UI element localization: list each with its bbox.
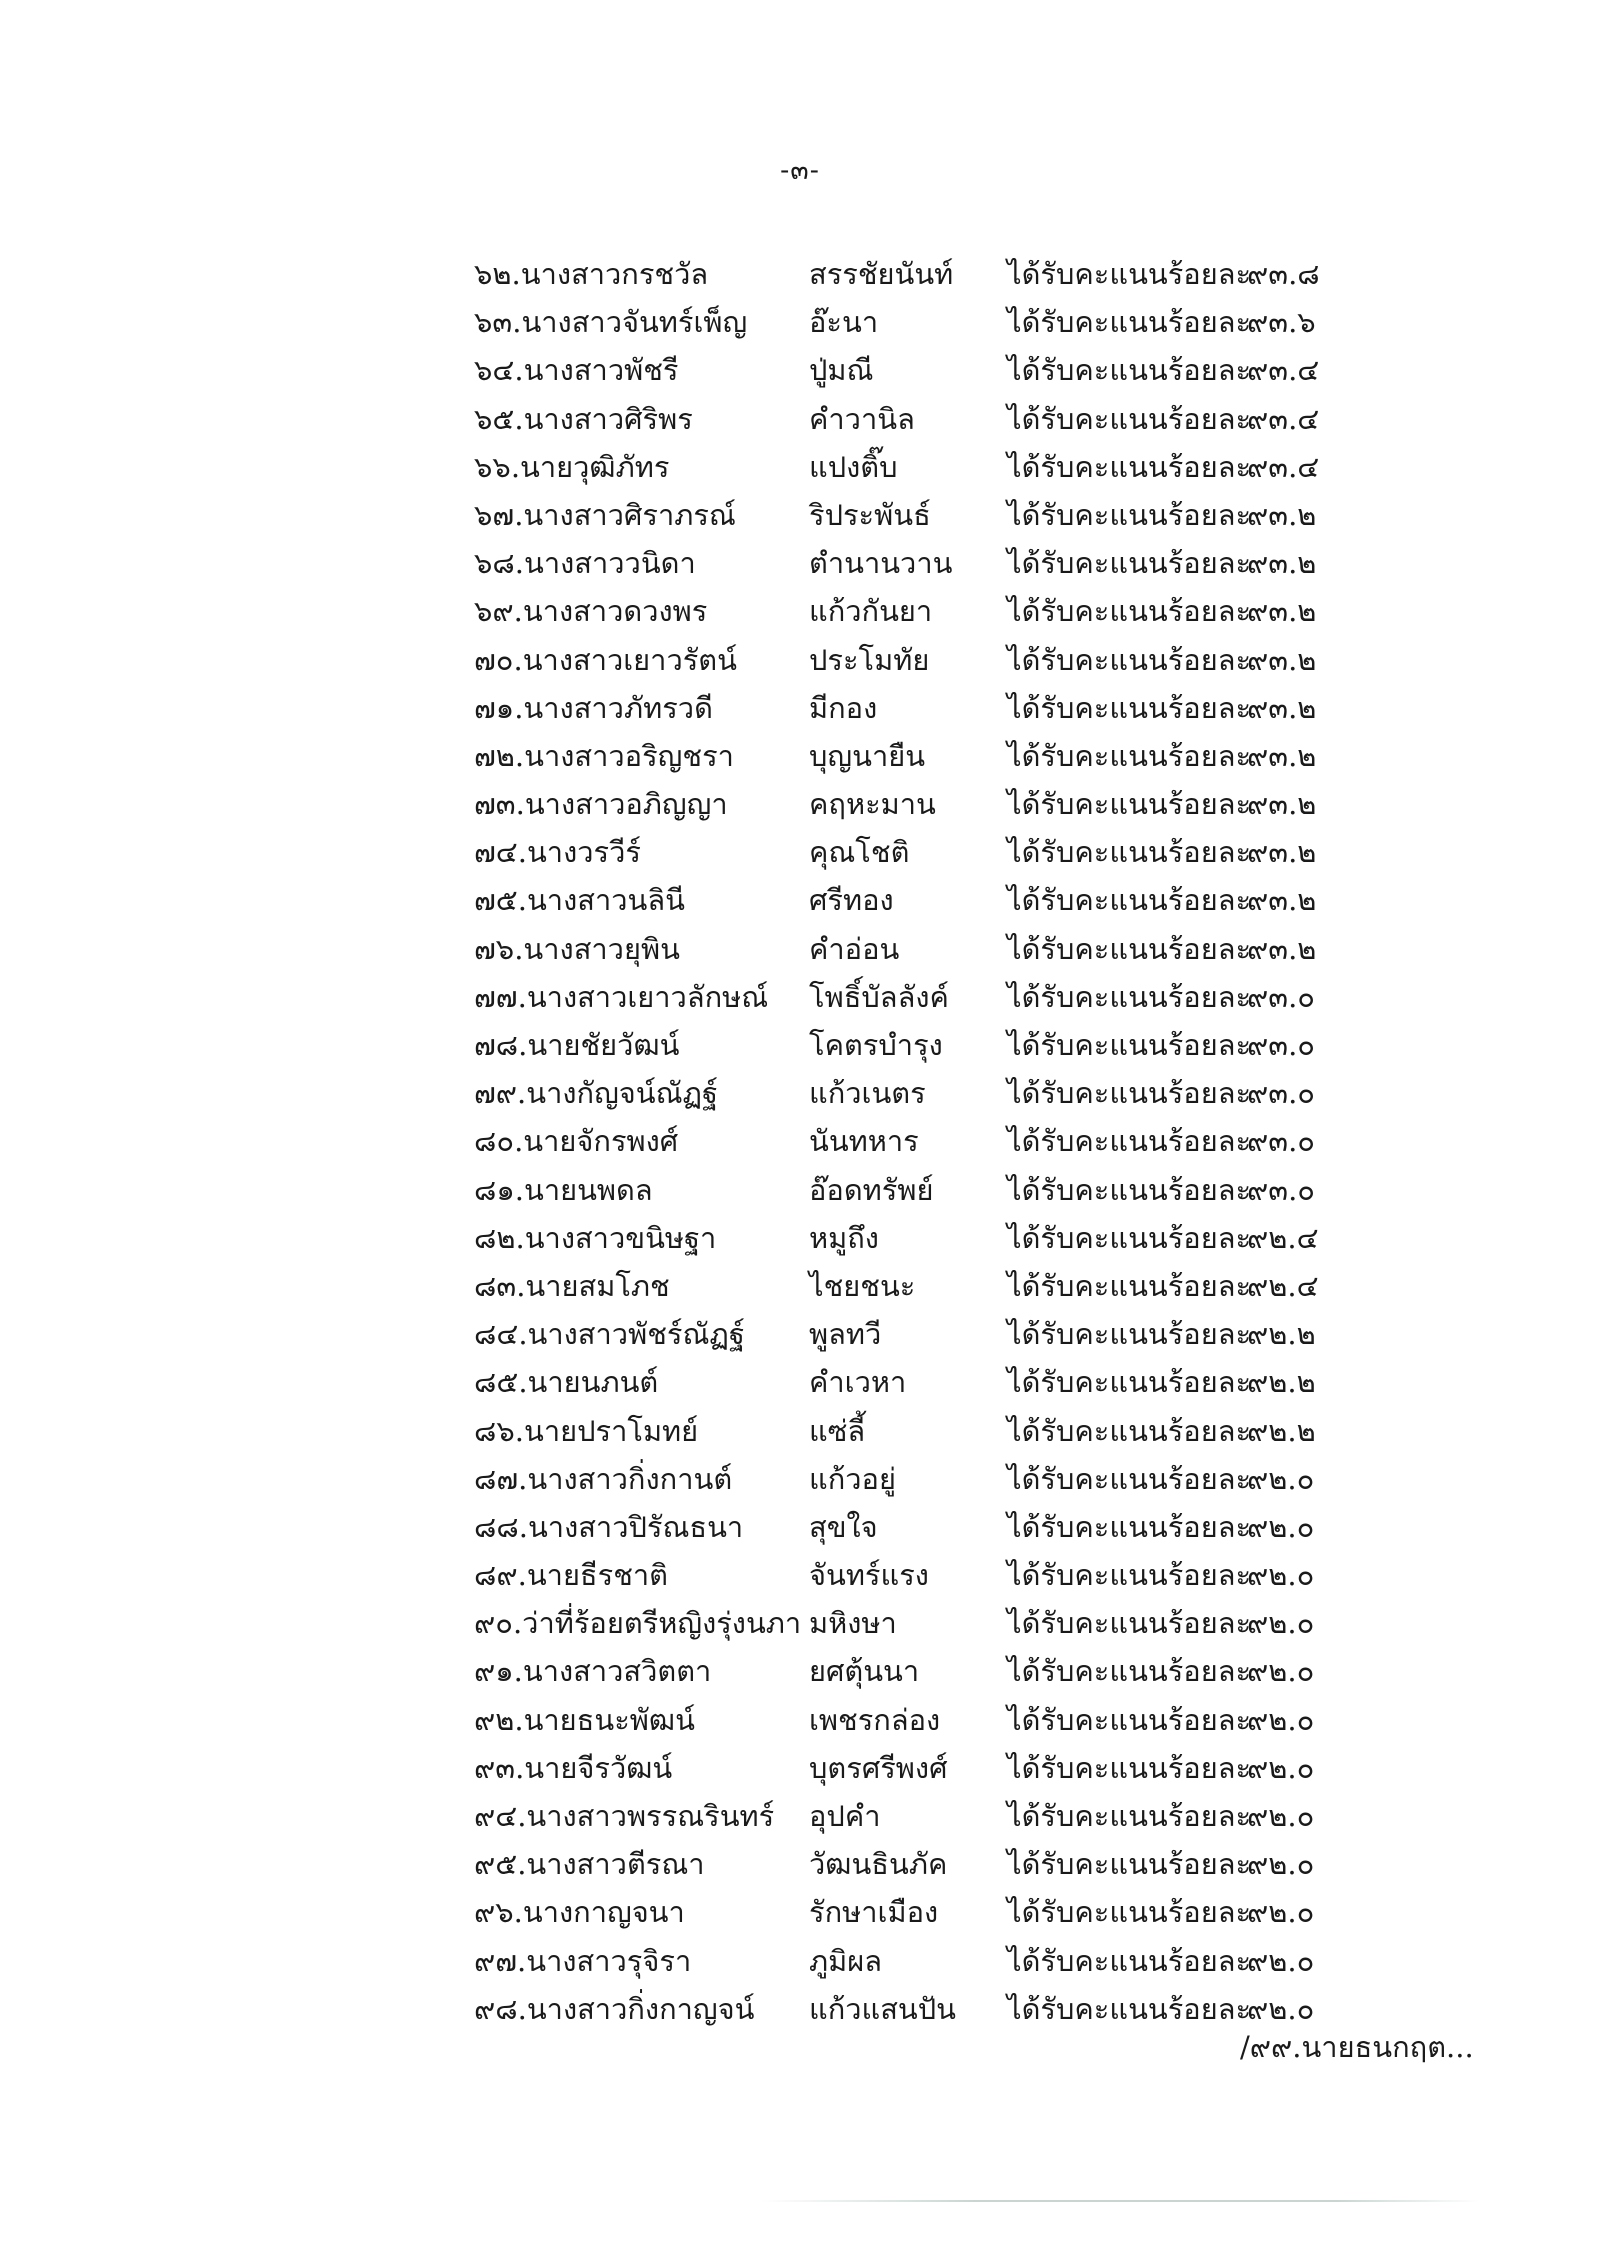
person-surname: แซ่ลี้ — [809, 1413, 866, 1448]
score-value: ๙๓.๐ — [1247, 1172, 1315, 1207]
score-value: ๙๒.๐ — [1247, 1606, 1315, 1641]
score-label: ได้รับคะแนนร้อยละ — [1007, 257, 1252, 291]
person-name: ๙๓.นายจีรวัฒน์ — [474, 1750, 673, 1785]
person-name: ๙๒.นายธนะพัฒน์ — [474, 1702, 695, 1737]
score-label: ได้รับคะแนนร้อยละ — [1007, 1317, 1252, 1352]
person-name: ๗๐.นางสาวเยาวรัตน์ — [474, 642, 737, 677]
score-value: ๙๓.๒ — [1247, 931, 1317, 966]
person-name: ๗๒.นางสาวอริญชรา — [474, 738, 734, 773]
person-name: ๘๐.นายจักรพงศ์ — [474, 1124, 679, 1159]
person-name: ๙๘.นางสาวกิ่งกาญจน์ — [474, 1991, 755, 2026]
person-name: ๙๖.นางกาญจนา — [474, 1895, 685, 1930]
score-value: ๙๒.๐ — [1247, 1991, 1315, 2026]
person-surname: คฤหะมาน — [809, 787, 936, 822]
person-surname: โคตรบำรุง — [809, 1028, 943, 1062]
score-label: ได้รับคะแนนร้อยละ — [1007, 931, 1252, 966]
score-label: ได้รับคะแนนร้อยละ — [1007, 1365, 1252, 1400]
person-surname: โพธิ์บัลลังค์ — [809, 979, 949, 1014]
score-label: ได้รับคะแนนร้อยละ — [1007, 546, 1252, 581]
roster-row — [474, 1744, 1474, 1792]
score-label: ได้รับคะแนนร้อยละ — [1007, 1124, 1252, 1159]
roster-row — [474, 1262, 1474, 1310]
person-surname: แก้วกันยา — [809, 594, 933, 629]
score-label: ได้รับคะแนนร้อยละ — [1007, 1268, 1252, 1303]
roster-row — [474, 1840, 1474, 1888]
score-value: ๙๓.๒ — [1247, 594, 1317, 629]
score-value: ๙๓.๘ — [1247, 257, 1320, 291]
person-surname: ประโมทัย — [809, 642, 930, 677]
score-value: ๙๒.๐ — [1247, 1750, 1315, 1785]
score-value: ๙๓.๒ — [1247, 883, 1317, 918]
score-value: ๙๓.๐ — [1247, 1028, 1315, 1062]
score-label: ได้รับคะแนนร้อยละ — [1007, 835, 1252, 870]
score-label: ได้รับคะแนนร้อยละ — [1007, 1847, 1252, 1882]
person-name: ๙๔.นางสาวพรรณรินทร์ — [474, 1799, 775, 1833]
roster-row — [474, 1310, 1474, 1358]
score-value: ๙๓.๐ — [1247, 979, 1315, 1014]
score-label: ได้รับคะแนนร้อยละ — [1007, 1654, 1252, 1689]
roster-row — [474, 1551, 1474, 1599]
score-value: ๙๒.๔ — [1247, 1268, 1319, 1303]
score-value: ๙๓.๒ — [1247, 690, 1317, 725]
person-surname: นันทหาร — [809, 1124, 919, 1159]
person-surname: ปู่มณี — [809, 353, 874, 388]
roster-row — [474, 876, 1474, 924]
score-label: ได้รับคะแนนร้อยละ — [1007, 1991, 1252, 2026]
person-name: ๗๔.นางวรวีร์ — [474, 835, 641, 870]
person-surname: ตำนานวาน — [809, 546, 953, 581]
score-value: ๙๓.๒ — [1247, 787, 1317, 822]
person-surname: บุตรศรีพงศ์ — [809, 1750, 948, 1785]
roster-row — [474, 636, 1474, 684]
roster-row — [474, 1599, 1474, 1647]
person-surname: บุญนายืน — [809, 738, 926, 773]
person-surname: มหิงษา — [809, 1606, 897, 1641]
person-name: ๖๗.นางสาวศิราภรณ์ — [474, 497, 736, 532]
roster-row — [474, 1166, 1474, 1214]
score-label: ได้รับคะแนนร้อยละ — [1007, 1220, 1252, 1255]
score-label: ได้รับคะแนนร้อยละ — [1007, 642, 1252, 677]
person-name: ๖๔.นางสาวพัชรี — [474, 353, 679, 388]
person-name: ๖๙.นางสาวดวงพร — [474, 594, 708, 629]
score-value: ๙๒.๐ — [1247, 1558, 1315, 1593]
person-surname: อ๊ะนา — [809, 305, 879, 340]
score-value: ๙๓.๒ — [1247, 835, 1317, 870]
page-number: -๓- — [780, 155, 820, 186]
score-value: ๙๓.๐ — [1247, 1076, 1315, 1111]
score-value: ๙๓.๖ — [1247, 305, 1316, 340]
score-label: ได้รับคะแนนร้อยละ — [1007, 690, 1252, 725]
score-value: ๙๒.๐ — [1247, 1847, 1315, 1882]
person-name: ๖๘.นางสาววนิดา — [474, 546, 696, 581]
roster-row — [474, 1792, 1474, 1840]
person-surname: หมูถึง — [809, 1220, 879, 1255]
roster-row — [474, 587, 1474, 635]
score-label: ได้รับคะแนนร้อยละ — [1007, 1606, 1252, 1641]
score-value: ๙๒.๐ — [1247, 1461, 1315, 1496]
score-value: ๙๓.๔ — [1247, 353, 1320, 388]
score-value: ๙๓.๒ — [1247, 642, 1317, 677]
person-surname: อุปคำ — [809, 1799, 881, 1833]
person-surname: ริประพันธ์ — [809, 497, 931, 532]
score-label: ได้รับคะแนนร้อยละ — [1007, 1895, 1252, 1930]
person-name: ๗๓.นางสาวอภิญญา — [474, 787, 728, 822]
score-label: ได้รับคะแนนร้อยละ — [1007, 353, 1252, 388]
person-surname: เพชรกล่อง — [809, 1702, 941, 1737]
roster-row — [474, 1069, 1474, 1117]
score-label: ได้รับคะแนนร้อยละ — [1007, 787, 1252, 822]
score-label: ได้รับคะแนนร้อยละ — [1007, 1028, 1252, 1062]
person-surname: ไชยชนะ — [809, 1268, 916, 1303]
person-surname: คุณโชติ — [809, 835, 910, 870]
score-value: ๙๒.๐ — [1247, 1799, 1315, 1833]
roster-row — [474, 925, 1474, 973]
score-label: ได้รับคะแนนร้อยละ — [1007, 1509, 1252, 1544]
score-value: ๙๒.๒ — [1247, 1365, 1316, 1400]
person-surname: แก้วแสนปัน — [809, 1991, 956, 2026]
person-name: ๙๑.นางสาวสวิตตา — [474, 1654, 712, 1689]
roster-row — [474, 1503, 1474, 1551]
person-surname: แปงติ๊บ — [809, 449, 898, 484]
roster-row — [474, 780, 1474, 828]
person-surname: แก้วเนตร — [809, 1076, 926, 1111]
person-surname: สรรชัยนันท์ — [809, 257, 954, 291]
person-name: ๘๘.นางสาวปิรัณธนา — [474, 1509, 744, 1544]
roster-row — [474, 1455, 1474, 1503]
person-name: ๖๓.นางสาวจันทร์เพ็ญ — [474, 305, 748, 340]
score-label: ได้รับคะแนนร้อยละ — [1007, 1558, 1252, 1593]
person-name: ๗๙.นางกัญจน์ณัฏฐ์ — [474, 1076, 718, 1111]
person-surname: มีกอง — [809, 690, 878, 725]
roster-row — [474, 491, 1474, 539]
footer-rule — [760, 2200, 1480, 2202]
person-name: ๙๗.นางสาวรุจิรา — [474, 1943, 692, 1978]
score-value: ๙๓.๔ — [1247, 449, 1320, 484]
person-surname: ศรีทอง — [809, 883, 894, 918]
person-surname: พูลทวี — [809, 1317, 882, 1352]
person-name: ๘๖.นายปราโมทย์ — [474, 1413, 699, 1448]
roster-row — [474, 1214, 1474, 1262]
score-label: ได้รับคะแนนร้อยละ — [1007, 1750, 1252, 1785]
score-label: ได้รับคะแนนร้อยละ — [1007, 497, 1252, 532]
person-name: ๗๑.นางสาวภัทรวดี — [474, 690, 713, 725]
roster-row — [474, 1407, 1474, 1455]
score-label: ได้รับคะแนนร้อยละ — [1007, 1413, 1252, 1448]
roster-row — [474, 684, 1474, 732]
roster-row — [474, 443, 1474, 491]
person-name: ๗๘.นายชัยวัฒน์ — [474, 1028, 680, 1062]
score-value: ๙๓.๒ — [1247, 497, 1317, 532]
roster-row — [474, 1358, 1474, 1406]
roster-row — [474, 539, 1474, 587]
roster-row — [474, 1647, 1474, 1695]
person-name: ๗๗.นางสาวเยาวลักษณ์ — [474, 979, 769, 1014]
roster-row — [474, 732, 1474, 780]
person-surname: คำอ่อน — [809, 931, 900, 966]
person-name: ๘๑.นายนพดล — [474, 1172, 653, 1207]
score-value: ๙๒.๐ — [1247, 1943, 1315, 1978]
score-label: ได้รับคะแนนร้อยละ — [1007, 1076, 1252, 1111]
person-name: ๗๕.นางสาวนลินี — [474, 883, 685, 918]
person-name: ๘๙.นายธีรชาติ — [474, 1558, 669, 1593]
score-label: ได้รับคะแนนร้อยละ — [1007, 1702, 1252, 1737]
score-value: ๙๓.๐ — [1247, 1124, 1315, 1159]
person-name: ๙๐.ว่าที่ร้อยตรีหญิงรุ่งนภา — [474, 1606, 802, 1641]
score-value: ๙๓.๔ — [1247, 401, 1320, 436]
score-label: ได้รับคะแนนร้อยละ — [1007, 305, 1252, 340]
roster-row — [474, 828, 1474, 876]
score-label: ได้รับคะแนนร้อยละ — [1007, 449, 1252, 484]
roster-row — [474, 1021, 1474, 1069]
person-surname: ภูมิผล — [809, 1943, 882, 1978]
person-name: ๘๒.นางสาวขนิษฐา — [474, 1220, 717, 1255]
person-name: ๖๖.นายวุฒิภัทร — [474, 449, 670, 484]
person-surname: ยศตุ้นนา — [809, 1654, 920, 1689]
person-name: ๖๕.นางสาวศิริพร — [474, 401, 693, 436]
person-surname: วัฒนธินภัค — [809, 1847, 948, 1882]
person-surname: คำเวหา — [809, 1365, 907, 1400]
score-label: ได้รับคะแนนร้อยละ — [1007, 1461, 1252, 1496]
score-value: ๙๒.๒ — [1247, 1413, 1316, 1448]
roster-row — [474, 1888, 1474, 1936]
person-name: ๗๖.นางสาวยุพิน — [474, 931, 680, 966]
person-name: ๘๕.นายนภนต์ — [474, 1365, 659, 1400]
continuation-note: /๙๙.นายธนกฤต... — [1240, 2030, 1474, 2064]
score-label: ได้รับคะแนนร้อยละ — [1007, 979, 1252, 1014]
score-label: ได้รับคะแนนร้อยละ — [1007, 401, 1252, 436]
person-name: ๙๕.นางสาวตีรณา — [474, 1847, 705, 1882]
score-label: ได้รับคะแนนร้อยละ — [1007, 1799, 1252, 1833]
score-label: ได้รับคะแนนร้อยละ — [1007, 594, 1252, 629]
person-surname: จันทร์แรง — [809, 1558, 929, 1593]
score-value: ๙๒.๒ — [1247, 1317, 1316, 1352]
score-value: ๙๒.๐ — [1247, 1895, 1315, 1930]
roster-row — [474, 250, 1474, 298]
score-value: ๙๓.๒ — [1247, 546, 1317, 581]
roster-row — [474, 1937, 1474, 1985]
roster-row — [474, 973, 1474, 1021]
score-label: ได้รับคะแนนร้อยละ — [1007, 883, 1252, 918]
roster-row — [474, 1696, 1474, 1744]
roster-row — [474, 1117, 1474, 1165]
score-label: ได้รับคะแนนร้อยละ — [1007, 1172, 1252, 1207]
score-roster — [474, 250, 1474, 2033]
person-surname: สุขใจ — [809, 1509, 878, 1544]
person-surname: อ๊อดทรัพย์ — [809, 1172, 934, 1207]
score-label: ได้รับคะแนนร้อยละ — [1007, 738, 1252, 773]
person-name: ๘๓.นายสมโภช — [474, 1268, 670, 1303]
roster-row — [474, 395, 1474, 443]
score-value: ๙๒.๐ — [1247, 1509, 1315, 1544]
score-label: ได้รับคะแนนร้อยละ — [1007, 1943, 1252, 1978]
person-name: ๖๒.นางสาวกรชวัล — [474, 257, 709, 291]
roster-row — [474, 346, 1474, 394]
person-surname: แก้วอยู่ — [809, 1461, 896, 1496]
person-name: ๘๔.นางสาวพัชร์ณัฏฐ์ — [474, 1317, 745, 1352]
person-name: ๘๗.นางสาวกิ่งกานต์ — [474, 1461, 733, 1496]
person-surname: รักษาเมือง — [809, 1895, 939, 1930]
score-value: ๙๒.๔ — [1247, 1220, 1319, 1255]
roster-row — [474, 298, 1474, 346]
person-surname: คำวานิล — [809, 401, 915, 436]
score-value: ๙๒.๐ — [1247, 1654, 1315, 1689]
score-value: ๙๒.๐ — [1247, 1702, 1315, 1737]
score-value: ๙๓.๒ — [1247, 738, 1317, 773]
